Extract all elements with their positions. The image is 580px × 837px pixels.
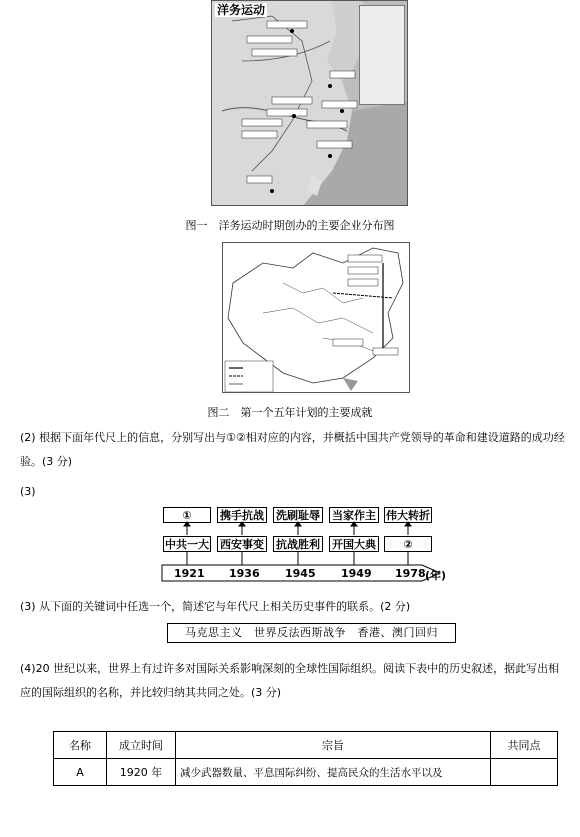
table-row	[54, 759, 558, 786]
map-yangwu	[211, 0, 408, 206]
question-3-label: (3)	[20, 485, 36, 498]
timeline-top-box-2: 携手抗战	[217, 507, 267, 523]
table-header-purpose: 宗旨	[176, 732, 491, 759]
table-cell-name: A	[54, 759, 107, 786]
timeline-bottom-box-4: 开国大典	[329, 536, 379, 552]
timeline-top-box-5: 伟大转折	[386, 509, 430, 522]
table-header-common: 共同点	[491, 732, 558, 759]
timeline-bottom-box-3: 抗战胜利	[273, 536, 323, 552]
timeline-year-4: 1949	[341, 567, 372, 580]
keyword-box: 马克思主义 世界反法西斯战争 香港、澳门回归	[167, 623, 456, 643]
figure-caption-1: 图一 洋务运动时期创办的主要企业分布图	[185, 219, 395, 232]
timeline-year-5: 1978	[395, 567, 426, 580]
figure-caption-2: 图二 第一个五年计划的主要成就	[207, 406, 373, 419]
timeline-bottom-box-2: 西安事变	[217, 536, 267, 552]
question-4-text: (4)20 世纪以来，世界上有过许多对国际关系影响深刻的全球性国际组织。阅读下表中的历史叙述，据此写出相应的国际组织的名称，并比较归纳其共同之处。(3 分)	[20, 662, 560, 699]
map-five-year-plan	[222, 242, 410, 393]
timeline-year-1: 1921	[174, 567, 205, 580]
map-five-year-plan-graphic	[223, 243, 410, 393]
question-3b-text: (3) 从下面的关键词中任选一个，简述它与年代尺上相关历史事件的联系。(2 分)	[20, 600, 411, 613]
organization-table	[53, 731, 558, 786]
timeline-year-3: 1945	[285, 567, 316, 580]
timeline-bottom-box-1: 中共一大	[165, 538, 209, 551]
table-header-row	[54, 732, 558, 759]
table-cell-common	[491, 759, 558, 786]
map-title: 洋务运动	[217, 3, 266, 17]
timeline	[160, 505, 447, 585]
timeline-bottom-box-5: ②	[384, 536, 432, 552]
timeline-top-box-4: 当家作主	[329, 507, 379, 523]
timeline-year-2: 1936	[229, 567, 260, 580]
table-cell-purpose: 减少武器数量、平息国际纠纷、提高民众的生活水平以及	[176, 759, 491, 786]
table-header-founded: 成立时间	[107, 732, 176, 759]
table-cell-founded: 1920 年	[107, 759, 176, 786]
timeline-top-box-1: ①	[163, 507, 211, 523]
question-2-text: (2) 根据下面年代尺上的信息，分别写出与①②相对应的内容，并概括中国共产党领导的革命和建设道路的成功经验。(3 分)	[20, 431, 565, 468]
timeline-year-unit: (年)	[425, 569, 447, 582]
map-legend	[359, 5, 405, 105]
timeline-top-box-3: 洗刷耻辱	[273, 507, 323, 523]
table-header-name: 名称	[54, 732, 107, 759]
